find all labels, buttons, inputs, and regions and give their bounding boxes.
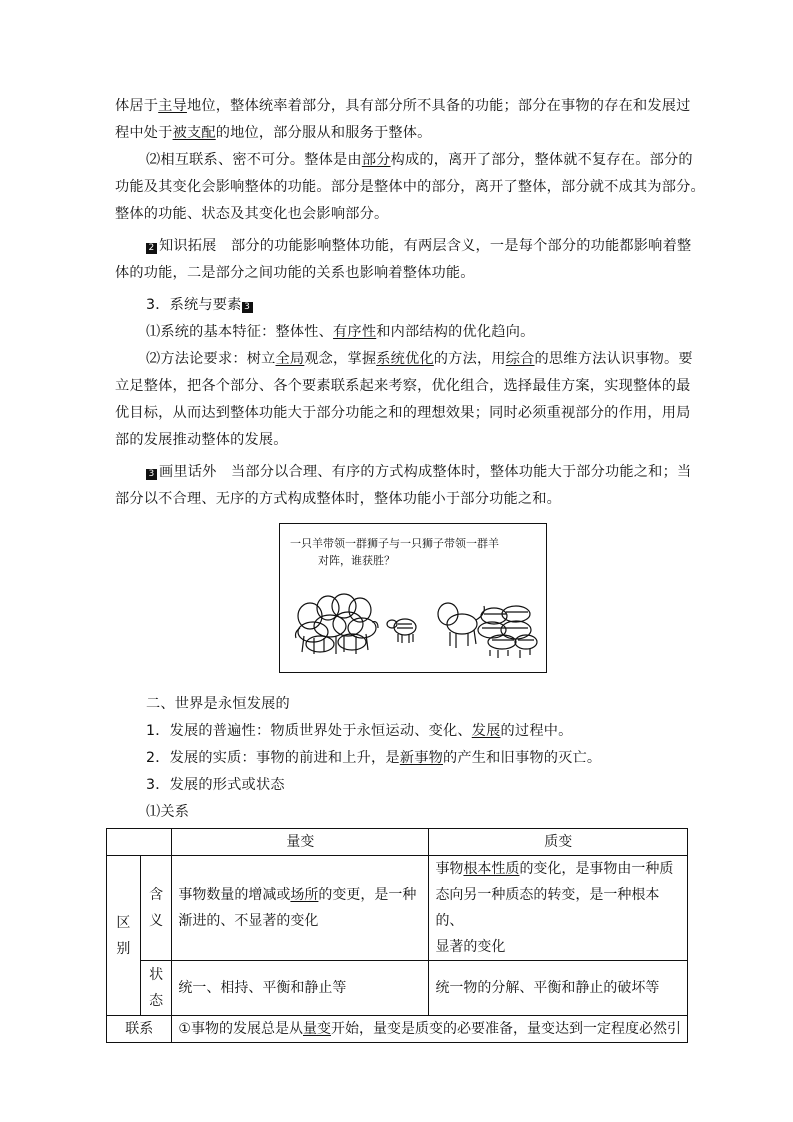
text-run: 渐进的、不显著的变化 <box>178 913 319 929</box>
blank-answer: 全局 <box>275 351 305 367</box>
paragraph-line: 整体的功能、状态及其变化也会影响部分。 <box>115 206 389 222</box>
text-run: 地位，整体统率着部分，具有部分所不具备的功能；部分在事物的存在和发展过 <box>186 98 691 114</box>
lion-pack-icon <box>296 594 379 654</box>
paragraph-line: 立足整体，把各个部分、各个要素联系起来考察，优化组合，选择最佳方案，实现整体的最 <box>115 378 691 394</box>
paragraph-line <box>115 96 691 116</box>
text-run: 画里话外 当部分以合理、有序的方式构成整体时，整体功能大于部分功能之和；当 <box>159 464 692 480</box>
text-run: 别 <box>116 940 131 957</box>
table-row <box>107 961 688 1016</box>
text-run: 构成的，离开了部分，整体就不复存在。部分的 <box>390 152 693 168</box>
text-run: 知识拓展 部分的功能影响整体功能，有两层含义，一是每个部分的功能都影响着整 <box>159 238 692 254</box>
paragraph-line <box>146 462 691 482</box>
cell-qual-state: 统一物的分解、平衡和静止的破坏等 <box>429 961 688 1016</box>
text-run: ⑵方法论要求：树立 <box>146 351 276 367</box>
lion-leader-icon <box>438 603 484 648</box>
text-run: 和内部结构的优化趋向。 <box>376 324 535 340</box>
blank-answer: 被支配 <box>172 125 216 141</box>
text-run: 体居于 <box>115 98 159 114</box>
text-run: 的产生和旧事物的灭亡。 <box>443 750 602 766</box>
text-run: ⑴系统的基本特征：整体性、 <box>146 324 334 340</box>
cell-quant-state: 统一、相持、平衡和静止等 <box>172 961 429 1016</box>
blank-answer: 部分 <box>361 152 391 168</box>
text-run: 事物数量的增减或 <box>178 887 291 903</box>
picture-mark-icon: 3 <box>146 469 157 480</box>
blank-answer: 有序性 <box>333 324 377 340</box>
cell-connection <box>172 1016 688 1043</box>
text-run: 的地位，部分服从和服务于整体。 <box>215 125 432 141</box>
lions-vs-sheep-illustration <box>280 524 545 671</box>
blank-answer: 量变 <box>302 1021 331 1037</box>
text-run: 的方法，用 <box>433 351 506 367</box>
text-run: 事物 <box>435 861 464 877</box>
paragraph-line <box>146 150 693 170</box>
text-run: 态 <box>149 993 164 1009</box>
text-run: 的变更，是一种 <box>318 887 417 903</box>
paragraph-line: 3．发展的形式或状态 <box>146 777 285 793</box>
table-row <box>107 856 688 961</box>
comparison-table <box>106 828 688 1043</box>
paragraph-line: 部分以不合理、无序的方式构成整体时，整体功能小于部分功能之和。 <box>115 491 562 507</box>
section-heading <box>146 295 255 315</box>
paragraph-line <box>146 748 601 768</box>
text-run: 观念，掌握 <box>304 351 377 367</box>
sheep-flock-icon <box>478 606 537 658</box>
table-row <box>107 1016 688 1043</box>
row-label-meaning <box>140 856 172 961</box>
knowledge-mark-icon: 2 <box>146 243 157 254</box>
paragraph-line <box>115 123 432 143</box>
cartoon-figure <box>279 523 547 673</box>
paragraph-line: 部的发展推动整体的发展。 <box>115 432 288 448</box>
text-run: 1．发展的普遍性：物质世界处于永恒运动、变化、 <box>146 723 472 739</box>
row-label-state <box>140 961 172 1016</box>
header-qualitative: 质变 <box>429 829 688 856</box>
text-run: 程中处于 <box>115 125 173 141</box>
table-corner-cell <box>107 829 172 856</box>
row-label-connection: 联系 <box>107 1016 172 1043</box>
paragraph-line: 体的功能，二是部分之间功能的关系也影响着整体功能。 <box>115 265 475 281</box>
blank-answer: 场所 <box>290 887 319 903</box>
text-run: 开始，量变是质变的必要准备，量变达到一定程度必然引 <box>330 1021 681 1037</box>
paragraph-line <box>146 322 534 342</box>
table-header-row <box>107 829 688 856</box>
text-run: 3．系统与要素 <box>146 297 242 313</box>
text-run: 的思维方法认识事物。要 <box>534 351 693 367</box>
paragraph-line <box>146 349 693 369</box>
blank-answer: 系统优化 <box>376 351 434 367</box>
blank-answer: 综合 <box>505 351 535 367</box>
text-run: 状 <box>149 967 164 983</box>
text-run: ①事物的发展总是从 <box>178 1021 303 1037</box>
blank-answer: 根本性质 <box>463 861 520 877</box>
text-run: 2．发展的实质：事物的前进和上升，是 <box>146 750 400 766</box>
cell-quant-meaning <box>172 856 429 961</box>
paragraph-line: 优目标，从而达到整体功能大于部分功能之和的理想效果；同时必须重视部分的作用，用局 <box>115 405 691 421</box>
header-quantitative: 量变 <box>172 829 429 856</box>
row-group-difference <box>107 856 141 1016</box>
text-run: 的过程中。 <box>500 723 573 739</box>
caption-line: 一只羊带领一群狮子与一只狮子带领一群羊 <box>290 537 499 550</box>
text-run: 态向另一种质态的转变，是一种根本的、 <box>435 887 660 929</box>
blank-answer: 发展 <box>471 723 501 739</box>
blank-answer: 主导 <box>158 98 187 114</box>
text-run: 区 <box>116 914 131 931</box>
section-mark-icon: 3 <box>242 302 253 313</box>
text-run: 含 <box>149 887 164 903</box>
text-run: 的变化，是事物由一种质 <box>519 861 674 877</box>
cell-qual-meaning <box>429 856 688 961</box>
paragraph-line <box>146 236 691 256</box>
paragraph-line <box>146 721 573 741</box>
blank-answer: 新事物 <box>399 750 443 766</box>
paragraph-line: ⑴关系 <box>146 804 190 820</box>
text-run: ⑵相互联系、密不可分。整体是由 <box>146 152 362 168</box>
caption-line: 对阵，谁获胜？ <box>318 554 395 567</box>
section-heading: 二、世界是永恒发展的 <box>146 696 290 712</box>
text-run: 显著的变化 <box>435 939 506 955</box>
sheep-leader-icon <box>387 619 416 643</box>
paragraph-line: 功能及其变化会影响整体的功能。部分是整体中的部分，离开了整体，部分就不成其为部分。 <box>115 179 705 195</box>
text-run: 义 <box>149 913 164 929</box>
